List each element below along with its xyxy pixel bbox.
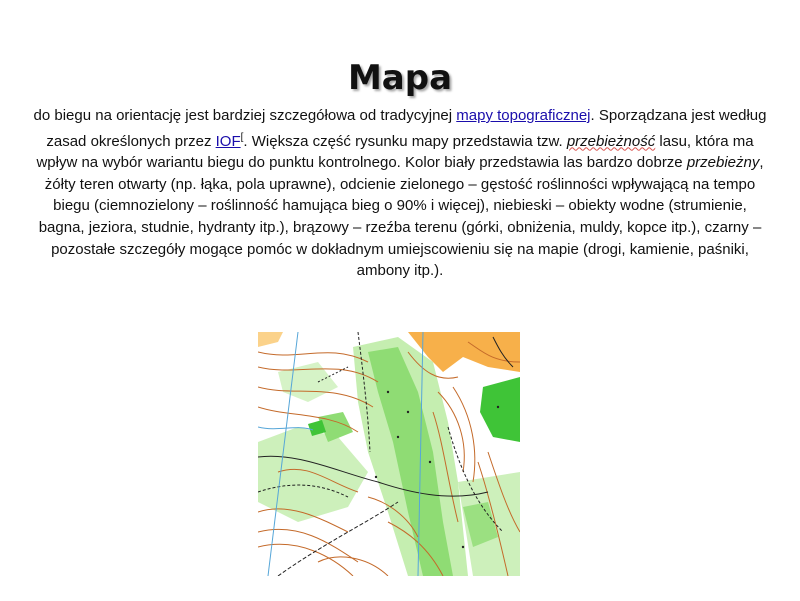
reference-mark: [ — [240, 131, 244, 143]
term-przebiezny: przebieżny — [686, 154, 760, 172]
link-iof[interactable]: IOF — [215, 132, 241, 150]
slide-title: Mapa — [347, 58, 453, 98]
body-text-part-1: do biegu na orientację jest bardziej szczegółowa od tradycyjnej — [33, 107, 457, 124]
body-text-part-4: lasu, która ma wpływ na wybór wariantu biegu do punktu kontrolnego. Kolor biały przedstawia las bardzo dobrze — [36, 132, 754, 172]
body-text-part-2: . Sporządzana jest według zasad określonych przez — [46, 107, 767, 150]
body-text-part-3: . Większa część rysunku mapy przedstawia tzw. — [243, 132, 567, 150]
map-drawing — [258, 332, 520, 576]
body-text-part-5: , żółty teren otwarty (np. łąka, pola uprawne), odcienie zielonego – gęstość roślinności wpływającą na tempo biegu (ciemnozielony – roślinność hamująca bieg o 90% i więcej), niebieski – obiekty wodne (strumienie, bagna, jeziora, studnie, hydranty itp.), brązowy – rzeźba terenu (górki, obniżenia, muldy, kopce itp.), czarny – pozostałe szczegóły mogące pomóc w dokładnym umiejscowieniu się na mapie (drogi, kamienie, paśniki, ambony itp.). — [38, 154, 764, 280]
slide-body-text — [32, 105, 768, 282]
term-przebieznosc: przebieżność — [566, 132, 656, 150]
orienteering-map-image — [258, 332, 520, 576]
link-topographic-map[interactable]: mapy topograficznej — [456, 107, 591, 124]
